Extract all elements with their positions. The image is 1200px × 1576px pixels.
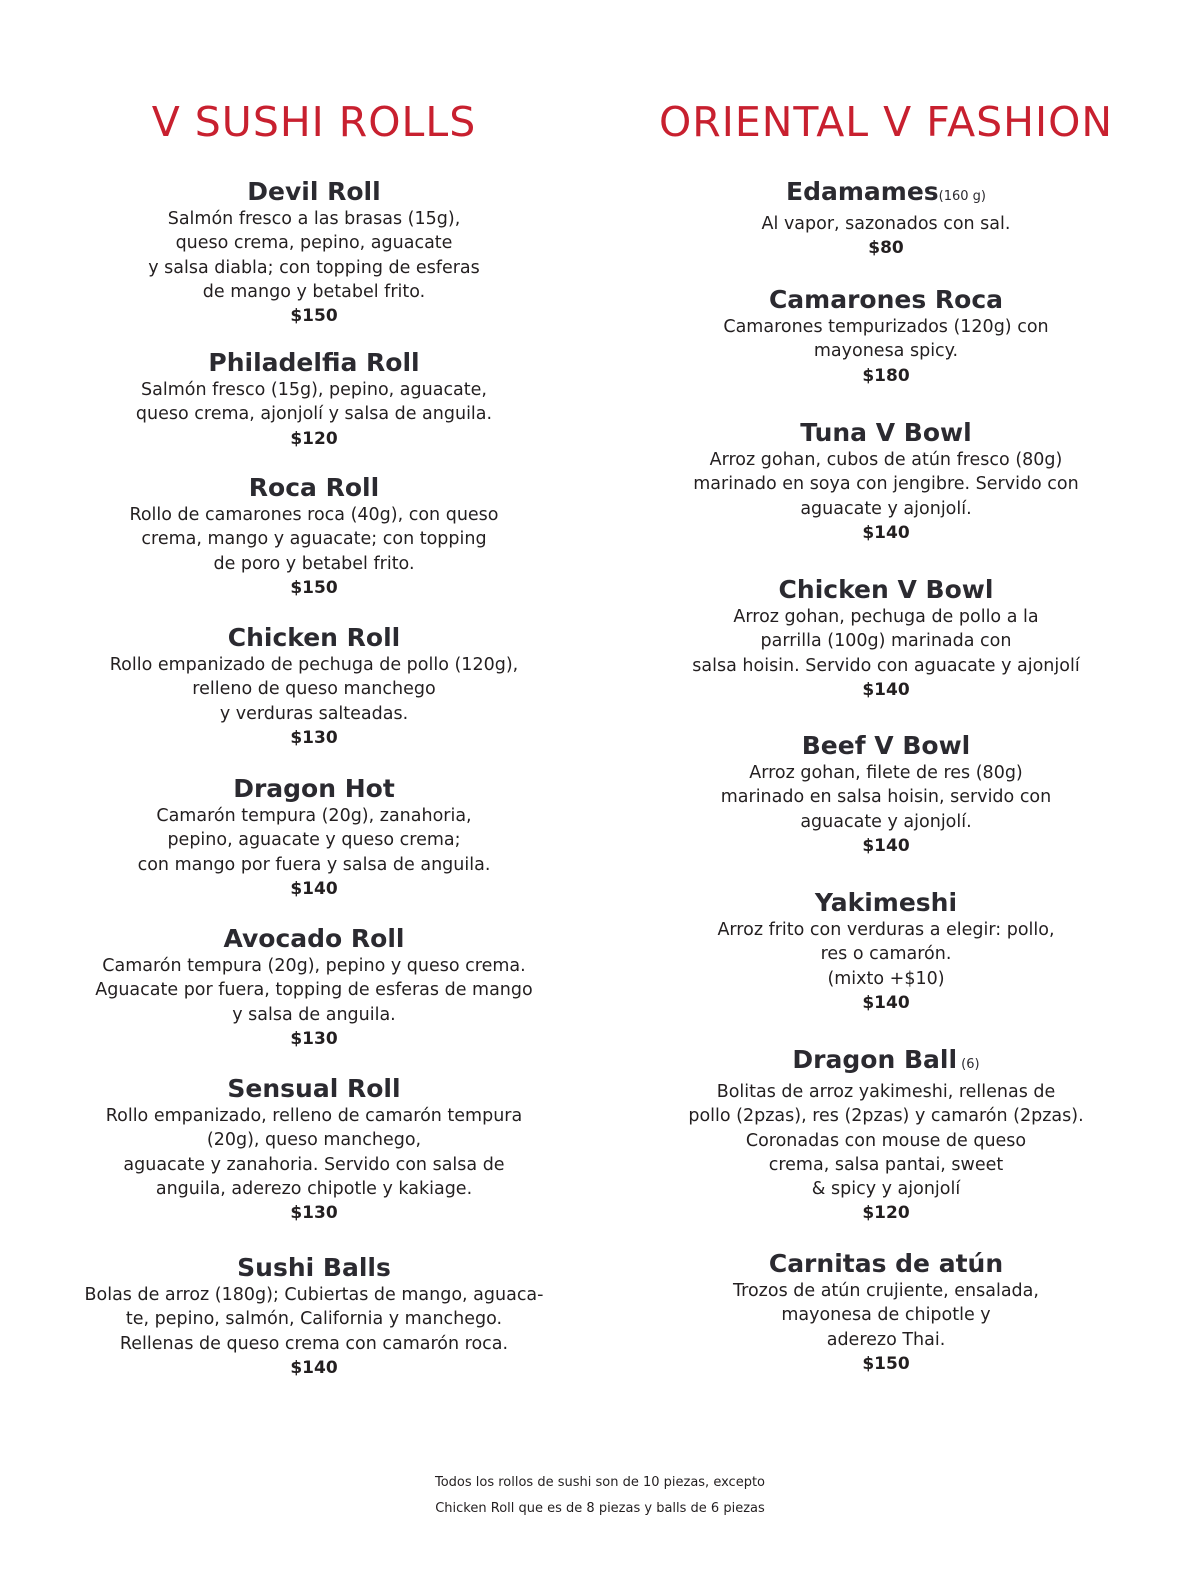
item-description-line: Salmón fresco (15g), pepino, aguacate, [141,380,487,400]
footer-note [300,1470,900,1522]
item-description-line: Rellenas de queso crema con camarón roca. [119,1333,509,1354]
item-price: $180 [862,365,910,386]
item-name-text: Camarones Roca [768,285,1004,314]
item-description-line: & spicy y ajonjolí [811,1179,961,1200]
menu-item [622,888,1150,1015]
item-name-text: Dragon Ball [792,1045,958,1074]
item-description-line: queso crema, pepino, aguacate [175,233,453,254]
menu-item [622,1045,1150,1225]
item-name-text: Beef V Bowl [801,731,971,760]
item-description-line: Rollo de camarones roca (40g), con queso [129,505,499,525]
item-price: $140 [862,992,910,1013]
menu-item-name [50,473,578,503]
section-heading: ORIENTAL V FASHION [658,98,1114,146]
item-description-line: Arroz frito con verduras a elegir: pollo, [717,920,1055,940]
item-name-text: Dragon Hot [233,774,395,803]
menu-item [50,473,578,600]
menu-item [622,575,1150,702]
item-description-line: con mango por fuera y salsa de anguila. [137,854,491,875]
item-price: $130 [290,727,338,748]
item-description-line: mayonesa spicy. [813,341,959,362]
item-description-line: aderezo Thai. [826,1329,946,1350]
footer-line: Todos los rollos de sushi son de 10 piezas, excepto [434,1475,766,1490]
item-description-line: marinado en salsa hoisin, servido con [720,787,1052,808]
menu-item [50,924,578,1051]
menu-item-name [622,731,1150,761]
menu-item-name [622,285,1150,315]
item-description-line: y verduras salteadas. [219,703,409,724]
menu-item-name [50,924,578,954]
menu-item-name [50,1074,578,1104]
item-description-line: Aguacate por fuera, topping de esferas de mango [95,980,533,1001]
menu-item [622,1249,1150,1376]
menu-item [50,348,578,451]
item-price: $150 [862,1353,910,1374]
menu-item-name [622,888,1150,918]
item-description-line: marinado en soya con jengibre. Servido con [693,474,1079,495]
item-price: $80 [868,238,904,259]
item-description-line: crema, mango y aguacate; con topping [141,529,487,550]
item-description-line: Trozos de atún crujiente, ensalada, [733,1281,1039,1301]
item-description-line: pollo (2pzas), res (2pzas) y camarón (2pzas). [688,1106,1084,1127]
item-price: $140 [290,1357,338,1378]
item-description-line: aguacate y ajonjolí. [800,811,972,832]
item-name-text: Sushi Balls [237,1253,391,1282]
menu-item-name [50,348,578,378]
menu-item-name [622,177,1150,212]
menu-item-name [50,1253,578,1283]
item-description-line: salsa hoisin. Servido con aguacate y ajonjolí [692,655,1080,676]
item-description-line: relleno de queso manchego [192,679,436,700]
item-description-line: Arroz gohan, cubos de atún fresco (80g) [709,450,1063,470]
item-price: $140 [862,522,910,543]
menu-item-name [622,1045,1150,1080]
menu-item-name [50,177,578,207]
item-description-line: (mixto +$10) [827,968,945,989]
item-quantity: (160 g) [938,189,986,204]
item-price: $140 [862,679,910,700]
menu-item-name [622,418,1150,448]
menu-item-name [50,774,578,804]
item-description-line: queso crema, ajonjolí y salsa de anguila. [135,404,493,425]
item-name-text: Chicken V Bowl [778,575,994,604]
item-description-line: y salsa de anguila. [232,1004,396,1025]
item-description-line: Bolitas de arroz yakimeshi, rellenas de [716,1082,1056,1102]
item-price: $130 [290,1028,338,1049]
item-description-line: Arroz gohan, filete de res (80g) [749,763,1023,783]
menu-item-name [50,623,578,653]
menu-item [622,285,1150,388]
item-name-text: Tuna V Bowl [800,418,972,447]
item-price: $150 [290,306,338,327]
item-description-line: y salsa diabla; con topping de esferas [148,257,480,278]
item-name-text: Edamames [786,177,939,206]
item-description-line: aguacate y ajonjolí. [800,498,972,519]
menu-item-name [622,575,1150,605]
item-description-line: Salmón fresco a las brasas (15g), [167,209,461,229]
item-description-line: Rollo empanizado, relleno de camarón tempura [105,1106,523,1126]
item-quantity: (6) [957,1057,980,1072]
item-price: $120 [290,428,338,449]
item-description-line: Camarón tempura (20g), zanahoria, [156,806,472,826]
item-description-line: te, pepino, salmón, California y manchego. [125,1309,503,1330]
menu-item [622,731,1150,858]
menu-item [50,177,578,328]
menu-item [622,418,1150,545]
item-price: $120 [862,1203,910,1224]
item-description-line: Camarones tempurizados (120g) con [723,317,1049,337]
item-description-line: pepino, aguacate y queso crema; [167,830,461,851]
item-price: $130 [290,1203,338,1224]
item-description-line: anguila, aderezo chipotle y kakiage. [155,1178,473,1199]
item-description-line: res o camarón. [820,944,952,965]
item-name-text: Devil Roll [247,177,381,206]
item-name-text: Carnitas de atún [768,1249,1004,1278]
menu-item [50,1074,578,1225]
item-name-text: Avocado Roll [223,924,405,953]
item-description-line: Coronadas con mouse de queso [745,1130,1027,1151]
item-name-text: Yakimeshi [814,888,958,917]
item-description-line: Rollo empanizado de pechuga de pollo (120g), [109,655,519,675]
menu-item [50,774,578,901]
menu-item [50,1253,578,1380]
item-name-text: Chicken Roll [227,623,401,652]
menu-item-name [622,1249,1150,1279]
item-name-text: Roca Roll [248,473,380,502]
item-description-line: (20g), queso manchego, [206,1130,422,1151]
item-price: $140 [862,835,910,856]
footer-line: Chicken Roll que es de 8 piezas y balls de 6 piezas [435,1501,765,1516]
item-name-text: Philadelfia Roll [208,348,420,377]
item-price: $150 [290,577,338,598]
item-description-line: Arroz gohan, pechuga de pollo a la [733,607,1039,627]
item-description-line: de mango y betabel frito. [202,281,426,302]
item-name-text: Sensual Roll [227,1074,401,1103]
item-description-line: mayonesa de chipotle y [781,1305,991,1326]
item-description-line: Al vapor, sazonados con sal. [761,214,1011,234]
item-description-line: parrilla (100g) marinada con [760,631,1012,652]
section-heading: V SUSHI ROLLS [151,98,477,146]
item-description-line: de poro y betabel frito. [213,553,415,574]
item-description-line: Camarón tempura (20g), pepino y queso crema. [102,956,526,976]
menu-item [622,177,1150,260]
item-description-line: crema, salsa pantai, sweet [768,1154,1004,1175]
item-description-line: aguacate y zanahoria. Servido con salsa de [123,1154,505,1175]
menu-item [50,623,578,750]
item-description-line: Bolas de arroz (180g); Cubiertas de mango, aguaca- [84,1285,544,1305]
item-price: $140 [290,878,338,899]
